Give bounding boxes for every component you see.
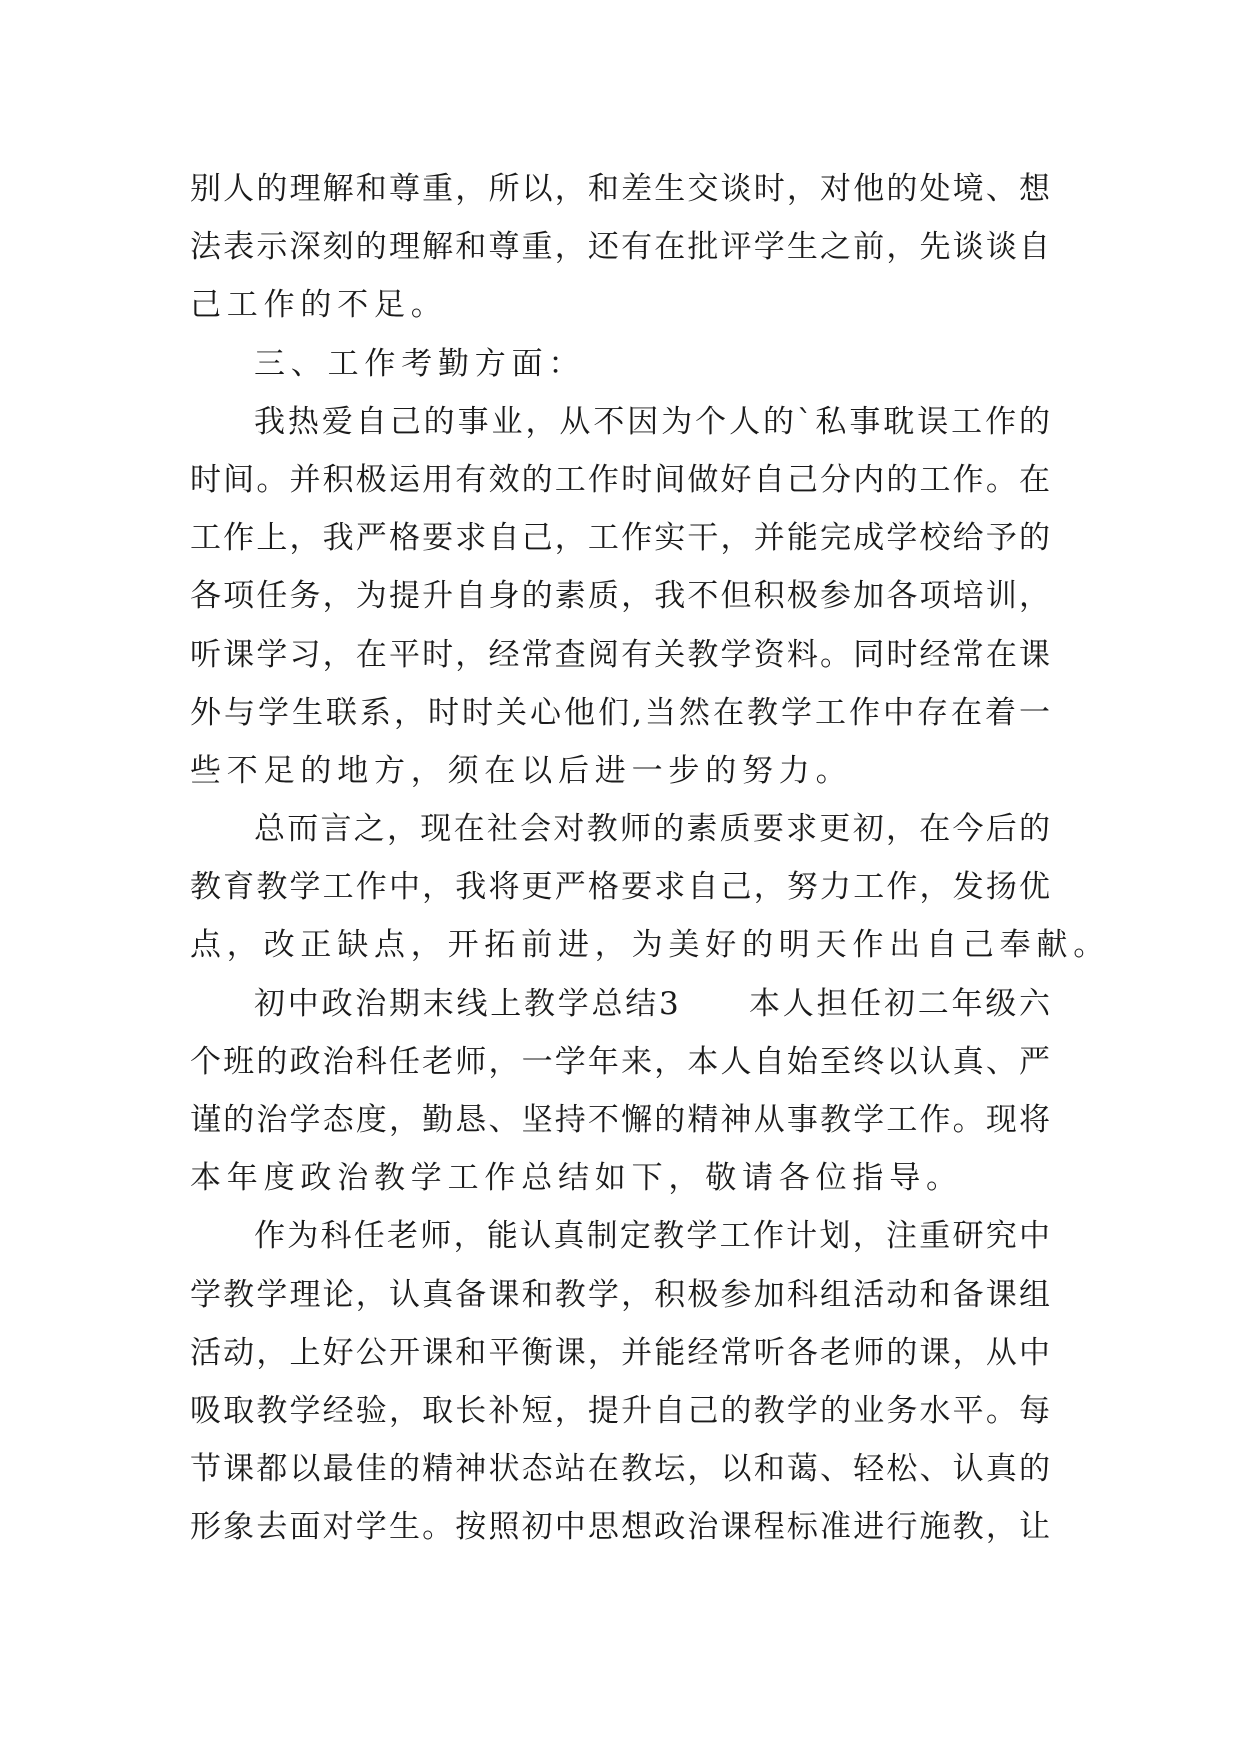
text-line: 形象去面对学生。按照初中思想政治课程标准进行施教，让 <box>190 1509 1050 1546</box>
text-line: 活动，上好公开课和平衡课，并能经常听各老师的课，从中 <box>190 1334 1050 1371</box>
text-line: 别人的理解和尊重，所以，和差生交谈时，对他的处境、想 <box>190 171 1050 207</box>
text-line: 听课学习，在平时，经常查阅有关教学资料。同时经常在课 <box>190 636 1050 673</box>
text-line: 节课都以最佳的精神状态站在教坛，以和蔼、轻松、认真的 <box>190 1451 1050 1488</box>
text-line: 吸取教学经验，取长补短，提升自己的教学的业务水平。每 <box>190 1392 1050 1429</box>
text-line: 我热爱自己的事业，从不因为个人的`私事耽误工作的 <box>254 403 1050 440</box>
text-line: 初中政治期末线上教学总结3 本人担任初二年级六 <box>254 985 1050 1022</box>
text-line: 总而言之，现在社会对教师的素质要求更初，在今后的 <box>254 811 1050 848</box>
text-line: 三、工作考勤方面： <box>254 345 586 382</box>
text-line: 本年度政治教学工作总结如下，敬请各位指导。 <box>190 1160 963 1197</box>
text-line: 己工作的不足。 <box>190 287 448 324</box>
text-line: 时间。并积极运用有效的工作时间做好自己分内的工作。在 <box>190 461 1050 498</box>
text-line: 作为科任老师，能认真制定教学工作计划，注重研究中 <box>254 1218 1050 1255</box>
text-line: 个班的政治科任老师，一学年来，本人自始至终以认真、严 <box>190 1043 1050 1080</box>
text-line: 法表示深刻的理解和尊重，还有在批评学生之前，先谈谈自 <box>190 229 1050 266</box>
text-line: 外与学生联系，时时关心他们,当然在教学工作中存在着一 <box>190 694 1050 731</box>
document-body <box>190 160 1110 1557</box>
text-line: 点，改正缺点，开拓前进，为美好的明天作出自己奉献。 <box>190 927 1110 964</box>
text-line: 些不足的地方，须在以后进一步的努力。 <box>190 752 853 789</box>
text-line: 学教学理论，认真备课和教学，积极参加科组活动和备课组 <box>190 1276 1050 1313</box>
text-line: 工作上，我严格要求自己，工作实干，并能完成学校给予的 <box>190 520 1050 557</box>
text-line: 谨的治学态度，勤恳、坚持不懈的精神从事教学工作。现将 <box>190 1102 1050 1138</box>
text-line: 教育教学工作中，我将更严格要求自己，努力工作，发扬优 <box>190 869 1050 906</box>
text-line: 各项任务，为提升自身的素质，我不但积极参加各项培训， <box>190 578 1050 615</box>
